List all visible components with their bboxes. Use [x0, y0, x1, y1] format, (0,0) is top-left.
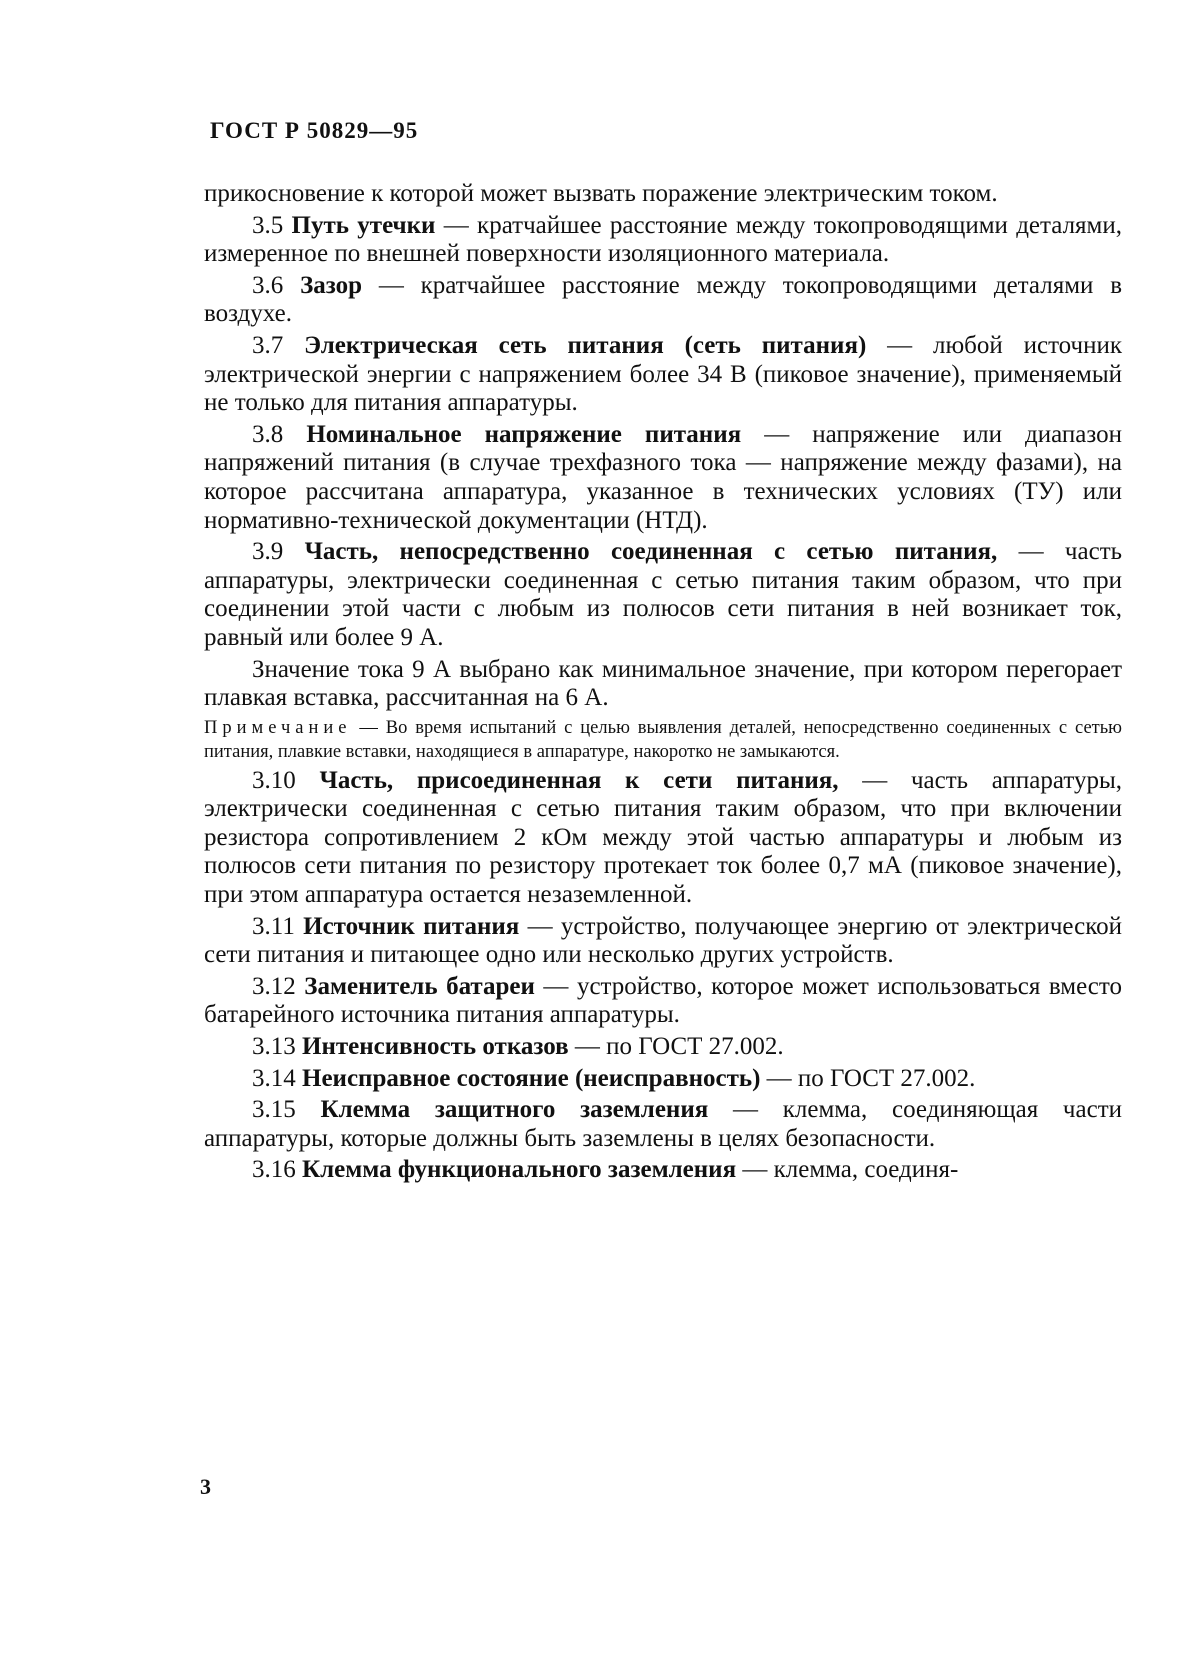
- item-3-10: 3.10 Часть, присоединенная к сети питания, — часть аппаратуры, электрически соединенная с сетью питания таким образом, что при включении резистора сопротивлением 2 кОм между этой частью аппаратуры и любым из полюсов сети питания по резистору протекает ток более 0,7 мА (пиковое значение), при этом аппаратура остается незаземленной.: [204, 766, 1122, 909]
- term: Путь утечки: [291, 211, 436, 239]
- term: Источник питания: [303, 912, 520, 940]
- term: Неисправное состояние (неисправность): [302, 1064, 761, 1092]
- item-3-9-extra: Значение тока 9 А выбрано как минимальное значение, при котором перегорает плавкая вставка, рассчитанная на 6 А.: [204, 655, 1122, 712]
- item-3-7: 3.7 Электрическая сеть питания (сеть питания) — любой источник электрической энергии с напряжением более 34 В (пиковое значение), применяемый не только для питания аппаратуры.: [204, 331, 1123, 417]
- item-3-14: 3.14 Неисправное состояние (неисправность) — по ГОСТ 27.002.: [252, 1064, 976, 1092]
- continuation-paragraph: прикосновение к которой может вызвать поражение электрическим током.: [204, 180, 998, 207]
- term: Клемма функционального заземления: [302, 1156, 737, 1184]
- term: Заменитель батареи: [304, 972, 535, 1000]
- term: Клемма защитного заземления: [320, 1096, 709, 1124]
- item-3-13: 3.13 Интенсивность отказов — по ГОСТ 27.002.: [252, 1033, 784, 1061]
- term: Часть, присоединенная к сети питания,: [319, 766, 839, 794]
- note: [204, 716, 1122, 764]
- term: Зазор: [300, 271, 363, 299]
- item-3-8: 3.8 Номинальное напряжение питания — напряжение или диапазон напряжений питания (в случае трехфазного тока — напряжение между фазами), на которое рассчитана аппаратура, указанное в технических условиях (ТУ) или нормативно-технической документации (НТД).: [204, 420, 1122, 534]
- item-3-6: 3.6 Зазор — кратчайшее расстояние между токопроводящими деталями в воздухе.: [204, 271, 1123, 328]
- term: Часть, непосредственно соединенная с сетью питания,: [304, 538, 998, 566]
- note-text: — Во время испытаний с целью выявления деталей, непосредственно соединенных с сетью питания, плавкие вставки, находящиеся в аппаратуре, накоротко не замыкаются.: [204, 717, 1122, 762]
- page-number: 3: [200, 1474, 211, 1499]
- term: Номинальное напряжение питания: [306, 420, 742, 448]
- body-text: [204, 180, 1122, 1188]
- item-3-15: 3.15 Клемма защитного заземления — клемма, соединяющая части аппаратуры, которые должны быть заземлены в целях безопасности.: [204, 1096, 1123, 1152]
- item-3-11: 3.11 Источник питания — устройство, получающее энергию от электрической сети питания и питающее одно или несколько других устройств.: [204, 912, 1123, 969]
- note-label: Примечание: [204, 717, 352, 738]
- item-3-16: 3.16 Клемма функционального заземления — клемма, соединя-: [252, 1156, 959, 1184]
- term: Интенсивность отказов: [302, 1033, 569, 1061]
- document-header: ГОСТ Р 50829—95: [210, 118, 419, 143]
- item-3-5: 3.5 Путь утечки — кратчайшее расстояние между токопроводящими деталями, измеренное по внешней поверхности изоляционного материала.: [204, 211, 1123, 268]
- item-3-12: 3.12 Заменитель батареи — устройство, которое может использоваться вместо батарейного источника питания аппаратуры.: [204, 972, 1122, 1029]
- term: Электрическая сеть питания (сеть питания): [304, 331, 867, 359]
- item-3-9: 3.9 Часть, непосредственно соединенная с сетью питания, — часть аппаратуры, электрически соединенная с сетью питания таким образом, что при соединении этой части с любым из полюсов сети питания в ней возникает ток, равный или более 9 А.: [204, 538, 1123, 651]
